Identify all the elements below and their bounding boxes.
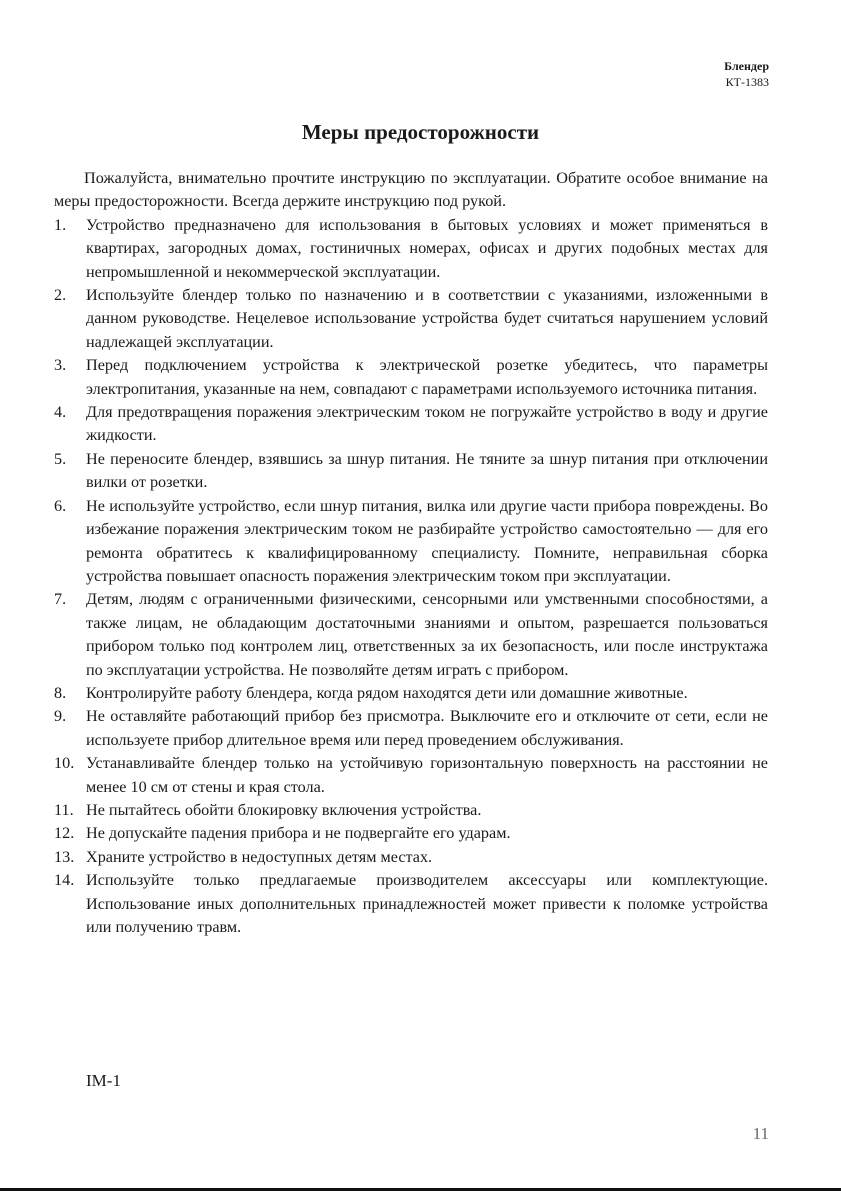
- safety-item-number: 2.: [54, 286, 67, 305]
- safety-item-number: 9.: [54, 707, 67, 726]
- safety-item-text: Перед подключением устройства к электрической розетке убедитесь, что параметры электропитания, указанные на нем, совпадают с параметрами используемого источника питания.: [86, 356, 768, 398]
- safety-item: [54, 799, 768, 822]
- safety-item: [54, 846, 768, 869]
- safety-item-text: Контролируйте работу блендера, когда рядом находятся дети или домашние животные.: [86, 683, 688, 702]
- safety-item: [54, 448, 768, 495]
- safety-item-text: Устройство предназначено для использования в бытовых условиях и может применяться в квартирах, загородных домах, гостиничных номерах, офисах и других подобных местах для непромышленной и некоммерческой эксплуатации.: [86, 215, 768, 281]
- safety-item: [54, 682, 768, 705]
- safety-list: [54, 214, 768, 940]
- safety-item-text: Не переносите блендер, взявшись за шнур питания. Не тяните за шнур питания при отключении вилки от розетки.: [86, 449, 768, 492]
- safety-item: [54, 869, 768, 939]
- safety-item-text: Для предотвращения поражения электрическим током не погружайте устройство в воду и другие жидкости.: [86, 403, 768, 445]
- document-code: IM-1: [86, 1071, 121, 1090]
- safety-item-number: 8.: [54, 683, 67, 702]
- safety-item-number: 11.: [54, 800, 74, 819]
- safety-item-text: Не пытайтесь обойти блокировку включения устройства.: [86, 800, 482, 819]
- safety-item: [54, 401, 768, 448]
- safety-content: [54, 167, 768, 939]
- page-title: Меры предосторожности: [301, 120, 540, 144]
- safety-item: [54, 284, 768, 354]
- safety-item-number: 7.: [54, 590, 67, 609]
- page-header: [724, 58, 769, 90]
- intro-paragraph: Пожалуйста, внимательно прочтите инструкцию по эксплуатации. Обратите особое внимание на меры предосторожности. Всегда держите инструкцию под рукой.: [54, 169, 768, 211]
- safety-item-number: 14.: [54, 871, 75, 890]
- safety-item: [54, 705, 768, 752]
- safety-item: [54, 354, 768, 401]
- safety-item-number: 13.: [54, 847, 75, 866]
- safety-item-text: Храните устройство в недоступных детям местах.: [86, 847, 433, 866]
- safety-item-number: 1.: [54, 215, 67, 234]
- safety-item-text: Детям, людям с ограниченными физическими, сенсорными или умственными способностями, а также лицам, не обладающим достаточными знаниями и опытом, разрешается пользоваться прибором только под контролем лиц, ответственных за их безопасность, или после инструктажа по эксплуатации устройства. Не позволяйте детям играть с прибором.: [86, 590, 768, 679]
- safety-item-text: Не оставляйте работающий прибор без присмотра. Выключите его и отключите от сети, если не используете прибор длительное время или перед проведением обслуживания.: [86, 707, 768, 749]
- safety-item: [54, 752, 768, 799]
- safety-item-text: Устанавливайте блендер только на устойчивую горизонтальную поверхность на расстоянии не менее 10 см от стены и края стола.: [86, 754, 768, 796]
- safety-item-text: Используйте только предлагаемые производителем аксессуары или комплектующие. Использование иных дополнительных принадлежностей может привести к поломке устройства или получению травм.: [86, 871, 768, 936]
- safety-item: [54, 588, 768, 682]
- safety-item: [54, 214, 768, 284]
- safety-item-number: 4.: [54, 403, 67, 422]
- safety-item: [54, 495, 768, 589]
- safety-item: [54, 822, 768, 845]
- safety-item-text: Не допускайте падения прибора и не подвергайте его ударам.: [86, 824, 511, 843]
- safety-item-number: 3.: [54, 356, 67, 375]
- safety-item-text: Используйте блендер только по назначению и в соответствии с указаниями, изложенными в данном руководстве. Нецелевое использование устройства будет считаться нарушением условий надлежащей эксплуатации.: [86, 286, 768, 351]
- safety-item-number: 5.: [54, 449, 67, 468]
- safety-item-number: 6.: [54, 496, 67, 515]
- page-number: 11: [752, 1124, 769, 1143]
- safety-item-number: 12.: [54, 824, 75, 843]
- model-number: КТ-1383: [725, 75, 769, 89]
- product-name: Блендер: [724, 59, 769, 73]
- safety-item-text: Не используйте устройство, если шнур питания, вилка или другие части прибора повреждены. Во избежание поражения электрическим током не разбирайте устройство самостоятельно — для его ремонта обратитесь к квалифицированному специалисту. Помните, неправильная сборка устройства повышает опасность поражения электрическим током при эксплуатации.: [86, 496, 768, 585]
- safety-item-number: 10.: [54, 754, 75, 773]
